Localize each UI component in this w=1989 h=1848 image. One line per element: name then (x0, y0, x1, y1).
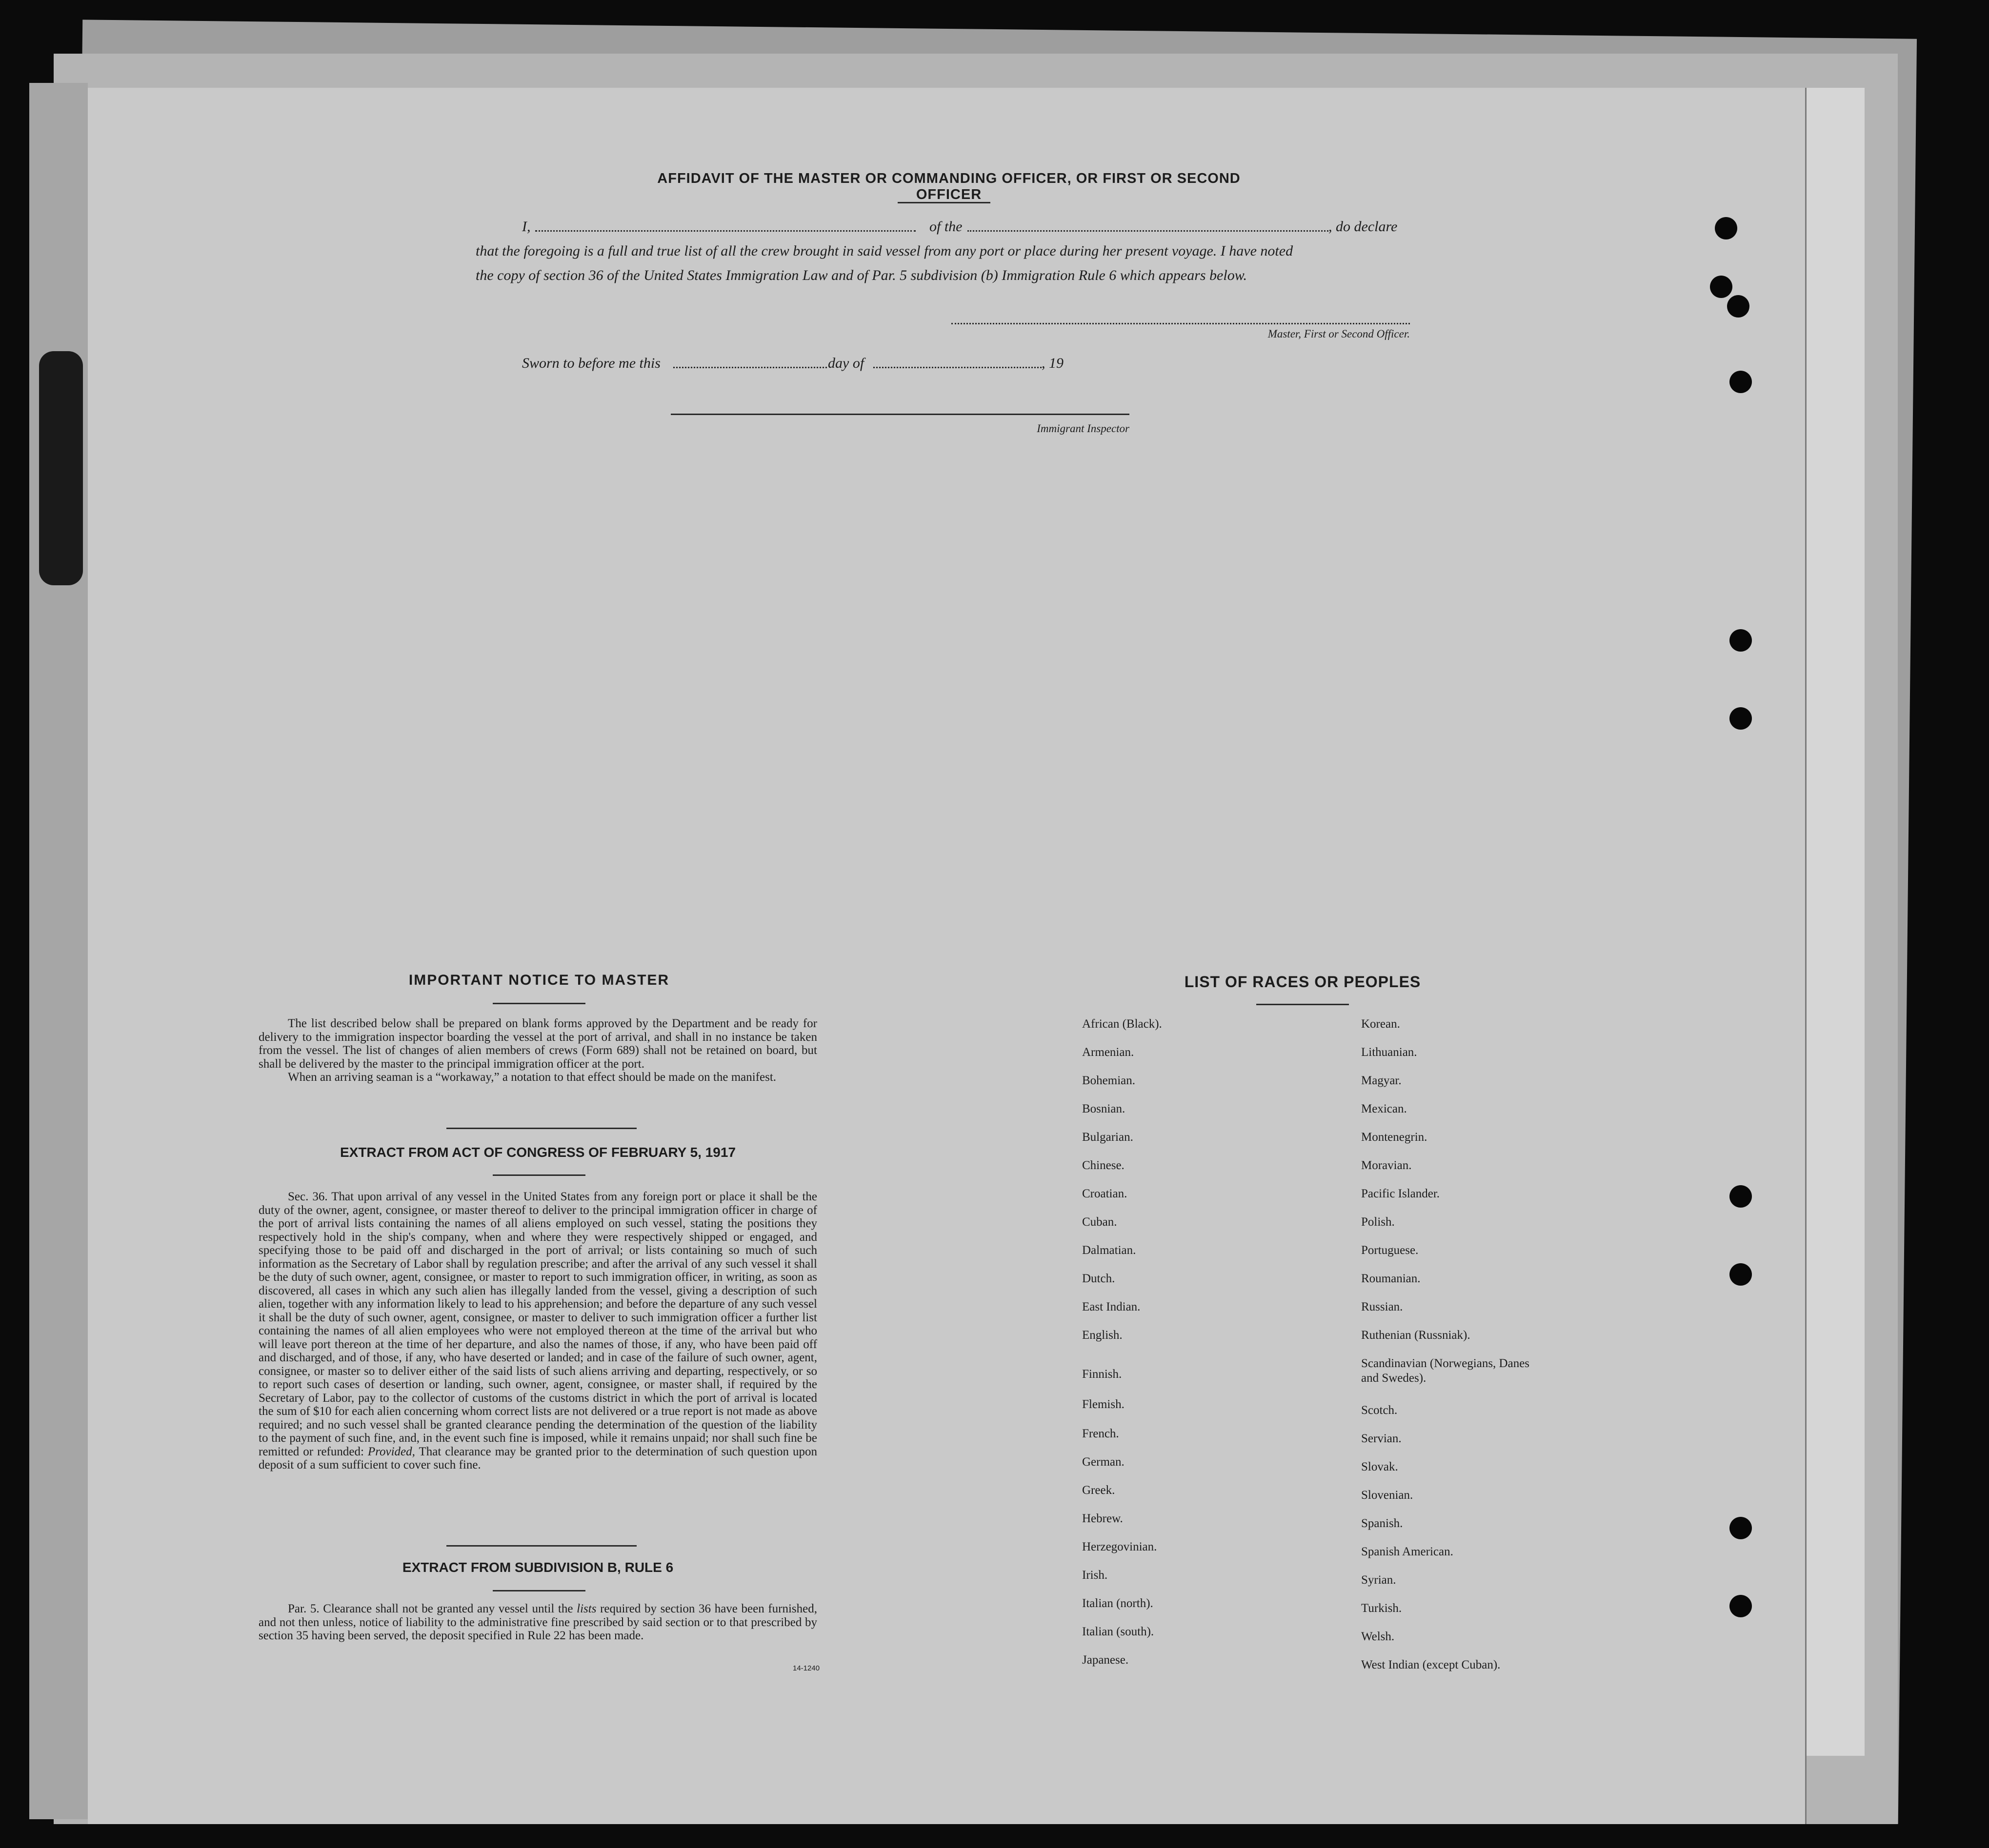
proviso-text: That clearance may be granted prior to the determination of such question upon deposit of a sum sufficient to cover such fine. (259, 1445, 817, 1471)
month-blank[interactable] (873, 367, 1042, 368)
divider (493, 1003, 585, 1004)
race-item: Dalmatian. (1082, 1244, 1136, 1257)
act-extract-body (259, 1190, 817, 1472)
race-item: Pacific Islander. (1361, 1187, 1440, 1200)
vessel-blank[interactable] (967, 230, 1328, 232)
act-extract-title: EXTRACT FROM ACT OF CONGRESS OF FEBRUARY 5, 1917 (340, 1145, 736, 1160)
divider (493, 1174, 585, 1176)
sworn-prefix: Sworn to before me this (522, 355, 661, 371)
rule-extract-body (259, 1602, 817, 1643)
punch-hole (1729, 1263, 1752, 1286)
punch-hole (1729, 1517, 1752, 1539)
race-item: Slovak. (1361, 1460, 1398, 1473)
punch-hole (1715, 217, 1737, 239)
race-item: Scandinavian (Norwegians, Danes and Swedes). (1361, 1357, 1530, 1385)
race-item: Italian (south). (1082, 1625, 1154, 1638)
affidavit-title: AFFIDAVIT OF THE MASTER OR COMMANDING OFFICER, OR FIRST OR SECOND OFFICER (657, 171, 1241, 202)
race-item: Ruthenian (Russniak). (1361, 1329, 1470, 1342)
races-title: LIST OF RACES OR PEOPLES (1184, 973, 1421, 991)
notice-body (259, 1017, 817, 1084)
punch-hole (1729, 707, 1752, 730)
master-signature-line[interactable] (951, 323, 1410, 324)
punch-hole (1710, 276, 1732, 298)
section-text: That upon arrival of any vessel in the United States from any foreign port or place it shall be the duty of the owner, agent, consignee, or master thereof to deliver to the principal immigration officer in charge of the port of arrival lists containing the names of all aliens employed on such vessel, stating the positions they respectively hold in the ship's company, when and where they were respectively shipped or engaged, and specifying those to be paid off and discharged in the port of arrival; or lists containing so much of such information as the Secretary of Labor shall by regulation prescribe; and after the arrival of any such vessel it shall be the duty of such owner, agent, consignee, or master to report to such immigration officer, in writing, as soon as discovered, all cases in which any such alien has illegally landed from the vessel, giving a description of such alien, together with any information likely to lead to his apprehension; and before the departure of any such vessel it shall be the duty of such owner, agent, consignee, or master to deliver to such immigration officer a further list containing the names of all alien employees who were not employed thereon at the time of the arrival but who will leave port thereon at the time of her departure, and also the names of those, if any, who have been paid off and discharged, and of those, if any, who have deserted or landed; and in case of the failure of such owner, agent, consignee, or master so to deliver either of the said lists of such aliens arriving and departing, respectively, or so to report such cases of desertion or landing, such owner, agent, consignee, or master shall, if required by the Secretary of Labor, pay to the collector of customs of the customs district in which the port of arrival is located the sum of $10 for each alien concerning whom correct lists are not delivered or a true report is not made as above required; and no such vessel shall be granted clearance pending the determination of the question of the liability to the payment of such fine, and, in the event such fine is imposed, while it remains unpaid; nor shall such fine be remitted or refunded: (259, 1190, 817, 1458)
inspector-signature-line[interactable] (671, 414, 1129, 415)
races-left-column (1082, 1017, 1336, 1681)
notice-title: IMPORTANT NOTICE TO MASTER (408, 972, 670, 988)
punch-hole (1729, 371, 1752, 393)
race-item: Hebrew. (1082, 1512, 1123, 1525)
inspector-label: Immigrant Inspector (1037, 422, 1129, 435)
rule-text-b: required by section 36 have been furnished, and not then unless, notice of liability to the administrative fine prescribed by said section or to that prescribed by section 35 having been served, the deposit specified in Rule 22 has been made. (259, 1602, 818, 1642)
race-item: West Indian (except Cuban). (1361, 1658, 1501, 1671)
affidavit-do-declare: , do declare (1328, 219, 1398, 235)
rule-extract-title: EXTRACT FROM SUBDIVISION B, RULE 6 (402, 1560, 674, 1575)
race-item: Servian. (1361, 1432, 1402, 1445)
race-item: Finnish. (1082, 1368, 1122, 1381)
section-label: Sec. 36. (288, 1190, 328, 1203)
divider (898, 202, 990, 203)
race-item: Irish. (1082, 1569, 1108, 1582)
race-item: Flemish. (1082, 1398, 1125, 1411)
race-item: Japanese. (1082, 1653, 1129, 1667)
race-item: Roumanian. (1361, 1272, 1421, 1285)
divider (1256, 1004, 1349, 1005)
affidavit-line-3: the copy of section 36 of the United States Immigration Law and of Par. 5 subdivision (b) Immigration Rule 6 which appears below. (476, 267, 1247, 283)
race-item: Spanish. (1361, 1517, 1403, 1530)
notice-paragraph-1: The list described below shall be prepared on blank forms approved by the Department and be ready for delivery to the immigration inspector boarding the vessel at the port of arrival, and shall in no instance be taken from the vessel. The list of changes of alien members of crews (Form 689) shall not be retained on board, but shall be delivered by the master to the principal immigration officer at the port. (259, 1017, 817, 1071)
race-item: Polish. (1361, 1215, 1395, 1229)
race-item: Dutch. (1082, 1272, 1115, 1285)
left-page-edges (29, 83, 88, 1819)
form-number: 14-1240 (793, 1664, 820, 1672)
proviso-label: Provided, (367, 1445, 415, 1458)
race-item: Slovenian. (1361, 1489, 1413, 1502)
race-item: Welsh. (1361, 1630, 1395, 1643)
race-item: Lithuanian. (1361, 1046, 1417, 1059)
sworn-day-of: day of (828, 355, 864, 371)
divider (493, 1590, 585, 1591)
punch-hole (1727, 295, 1749, 318)
rule-text-a: Par. 5. Clearance shall not be granted any vessel until the (288, 1602, 573, 1615)
day-blank[interactable] (673, 367, 827, 368)
race-item: Scotch. (1361, 1404, 1398, 1417)
affidavit-of-the: of the (929, 219, 963, 235)
race-item: Spanish American. (1361, 1545, 1453, 1558)
race-item: Magyar. (1361, 1074, 1402, 1087)
name-blank[interactable] (535, 230, 916, 232)
race-item: Portuguese. (1361, 1244, 1419, 1257)
affidavit-line-2: that the foregoing is a full and true list of all the crew brought in said vessel from any port or place during her present voyage. I have noted (476, 243, 1293, 259)
race-item: French. (1082, 1427, 1119, 1440)
race-item: Russian. (1361, 1300, 1403, 1313)
punch-hole (1729, 1595, 1752, 1617)
race-item: Mexican. (1361, 1102, 1407, 1115)
binding-ribbon (39, 351, 83, 585)
notice-paragraph-2: When an arriving seaman is a “workaway,” a notation to that effect should be made on the manifest. (288, 1071, 777, 1084)
race-item: Moravian. (1361, 1159, 1412, 1172)
race-item: Greek. (1082, 1484, 1115, 1497)
master-signature-label: Master, First or Second Officer. (1267, 328, 1410, 340)
race-item: Bohemian. (1082, 1074, 1136, 1087)
race-item: Bosnian. (1082, 1102, 1125, 1115)
race-item: Syrian. (1361, 1573, 1396, 1587)
race-item: Herzegovinian. (1082, 1540, 1157, 1553)
race-item: Italian (north). (1082, 1597, 1153, 1610)
divider (446, 1545, 637, 1547)
race-item: Croatian. (1082, 1187, 1127, 1200)
race-item: Cuban. (1082, 1215, 1117, 1229)
race-item: Chinese. (1082, 1159, 1125, 1172)
affidavit-i: I, (522, 219, 531, 235)
race-item: Korean. (1361, 1017, 1400, 1031)
divider (446, 1128, 637, 1129)
sworn-year: , 19 (1042, 355, 1064, 371)
race-item: Bulgarian. (1082, 1131, 1133, 1144)
race-item: East Indian. (1082, 1300, 1141, 1313)
race-item: German. (1082, 1455, 1125, 1469)
punch-hole (1729, 1185, 1752, 1208)
race-item: Armenian. (1082, 1046, 1134, 1059)
races-right-column (1361, 1017, 1556, 1686)
race-item: African (Black). (1082, 1017, 1162, 1031)
rule-text-lists: lists (577, 1602, 597, 1615)
punch-hole (1729, 629, 1752, 652)
race-item: Turkish. (1361, 1602, 1402, 1615)
race-item: Montenegrin. (1361, 1131, 1427, 1144)
race-item: English. (1082, 1329, 1123, 1342)
